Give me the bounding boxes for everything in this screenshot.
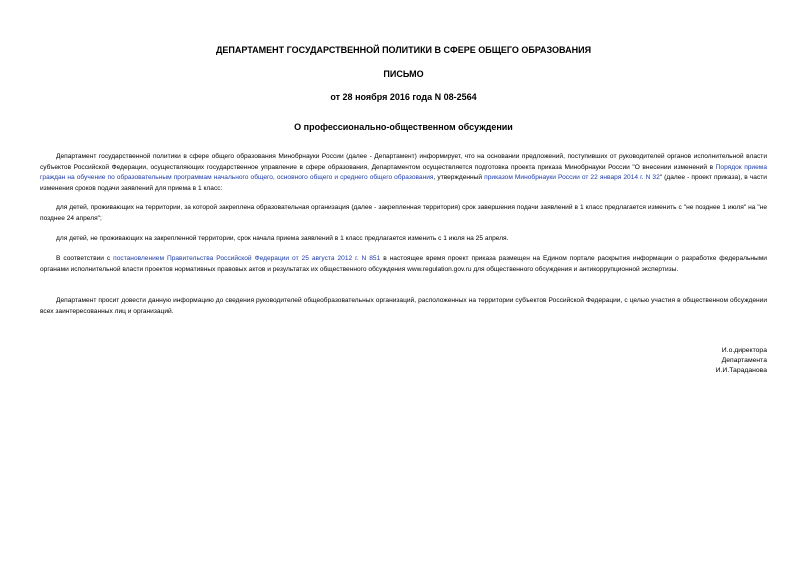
signature-block <box>716 346 767 376</box>
paragraph-intro <box>40 152 767 194</box>
paragraph-resident-children: для детей, проживающих на территории, за которой закреплена образовательная организация (далее - закрепленная территория) срок завершения подачи заявлений в 1 класс предлагается изменить с "не позднее 1 июля" на "не позднее 24 апреля"; <box>40 204 767 222</box>
document-date-number: от 28 ноября 2016 года N 08-2564 <box>330 92 477 102</box>
paragraph-regulation <box>40 254 767 275</box>
paragraph-regulation-text-2: в настоящее время проект приказа размещен на Едином портале раскрытия информации о разработке федеральными органами исполнительной власти проектов нормативных правовых актов и результатах их общественного обсуждения www.regulation.gov.ru для общественного обсуждения и антикоррупционной экспертизы. <box>40 255 767 273</box>
signature-name: И.И.Тараданова <box>715 367 767 374</box>
procedure-link[interactable]: Порядок приема граждан на обучение по образовательным программам начального общего, основного общего и среднего общего образования <box>40 163 767 181</box>
paragraph-nonresident-children: для детей, не проживающих на закрепленной территории, срок начала приема заявлений в 1 класс предлагается изменить с 1 июля на 25 апреля. <box>56 235 509 242</box>
government-decree-link[interactable]: постановлением Правительства Российской Федерации от 25 августа 2012 г. N 851 <box>113 255 381 262</box>
paragraph-intro-text-2: , утвержденный <box>433 174 485 181</box>
paragraph-intro-text-3: " (далее - проект приказа), в части изменения сроков подачи заявлений для приема в 1 класс: <box>40 174 767 192</box>
order-link[interactable]: приказом Минобрнауки России от 22 января 2014 г. N 32 <box>484 174 660 181</box>
department-heading: ДЕПАРТАМЕНТ ГОСУДАРСТВЕННОЙ ПОЛИТИКИ В СФЕРЕ ОБЩЕГО ОБРАЗОВАНИЯ <box>215 45 592 55</box>
document-subject: О профессионально-общественном обсуждении <box>294 122 513 132</box>
signature-position: И.о.директора <box>721 347 767 354</box>
paragraph-request: Департамент просит довести данную информацию до сведения руководителей общеобразовательных организаций, расположенных на территории субъектов Российской Федерации, с целью участия в общественном обсуждении всех заинтересованных лиц и организаций. <box>40 297 767 315</box>
signature-department: Департамента <box>721 357 767 364</box>
document-type: ПИСЬМО <box>383 69 424 79</box>
paragraph-regulation-text-1: В соответствии с <box>56 255 114 262</box>
paragraph-intro-text-1: Департамент государственной политики в сфере общего образования Минобрнауки России (далее - Департамент) информирует, что на основании предложений, поступивших от руководителей органов исполнительной власти субъектов Российской Федерации, осуществляющих государственное управление в сфере образования, Департаментом осуществляется подготовка проекта приказа Минобрнауки России "О внесении изменений в <box>40 153 767 171</box>
